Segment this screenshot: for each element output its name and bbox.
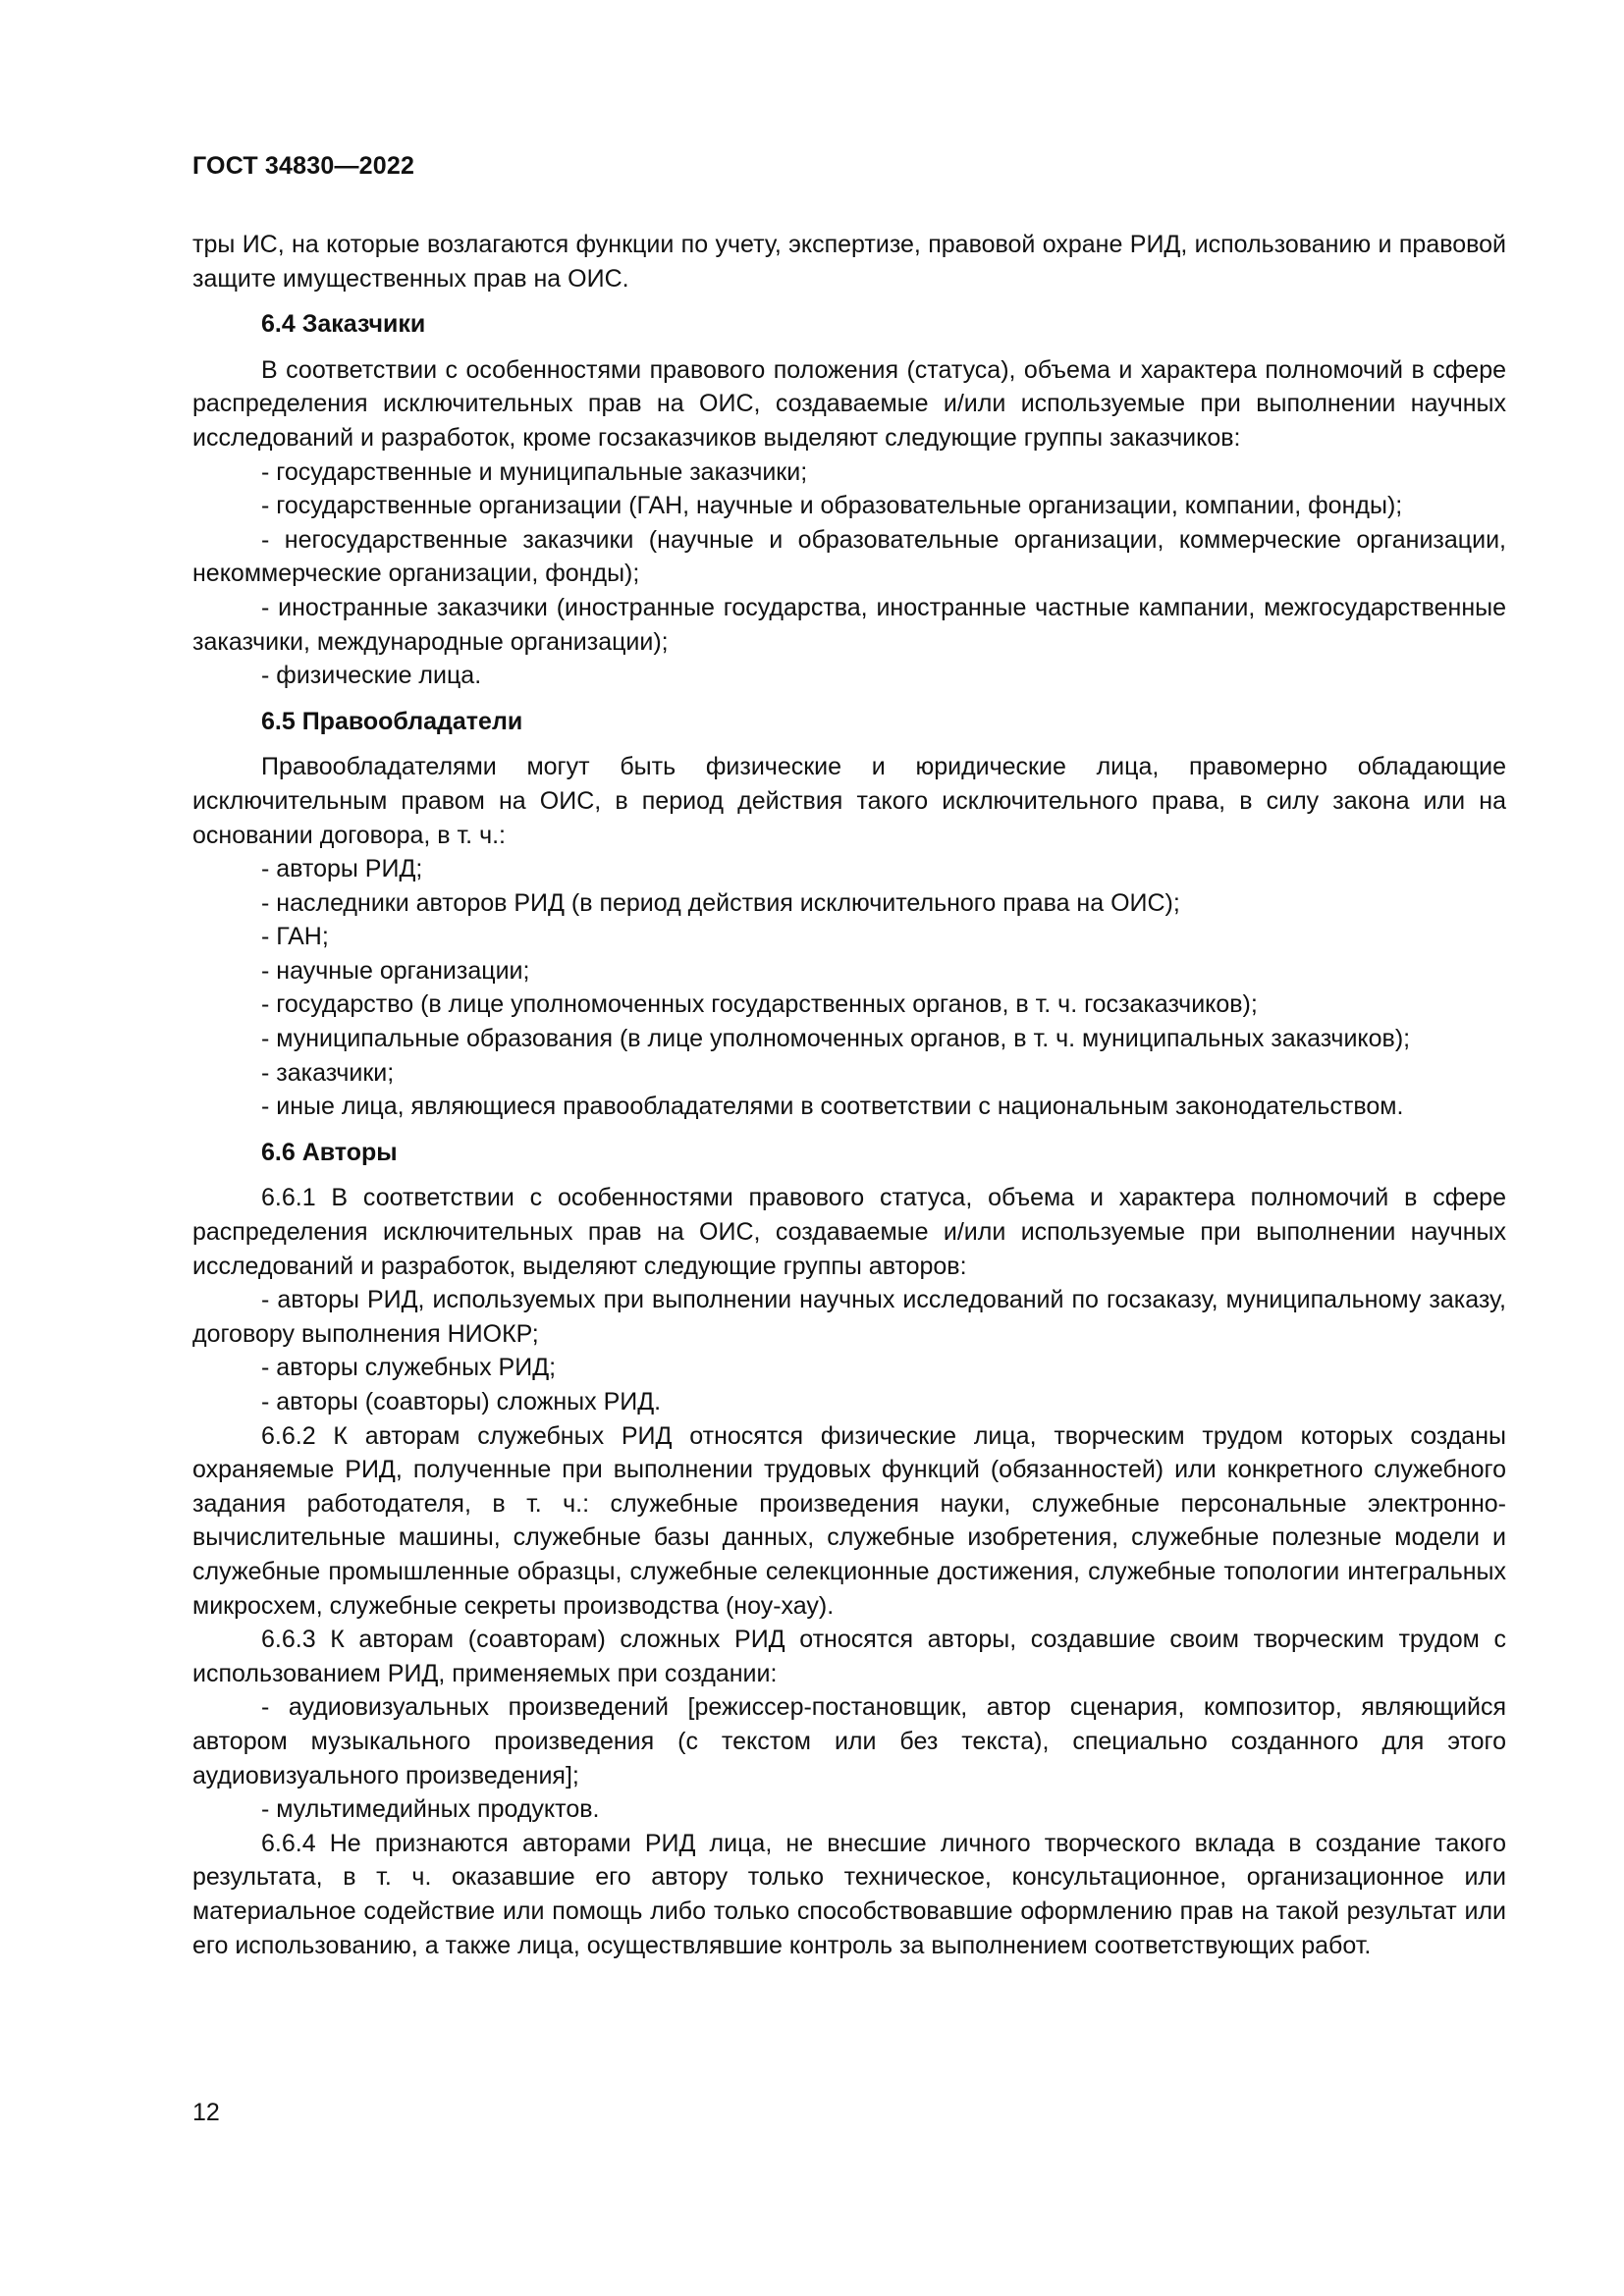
- list-item: - муниципальные образования (в лице уполномоченных органов, в т. ч. муниципальных заказчиков);: [261, 1025, 1411, 1053]
- list-item: - наследники авторов РИД (в период действия исключительного права на ОИС);: [261, 888, 1180, 917]
- list-item: - иные лица, являющиеся правообладателями в соответствии с национальным законодательством.: [261, 1093, 1404, 1121]
- list-item: - аудиовизуальных произведений [режиссер-постановщик, автор сценария, композитор, являющийся автором музыкального произведения (с текстом или без текста), специально созданного для этого аудиовизуального произведения];: [192, 1693, 1506, 1789]
- paragraph: 6.6.1 В соответствии с особенностями правового статуса, объема и характера полномочий в сфере распределения исключительных прав на ОИС, создаваемые и/или используемые при выполнении научных исследований и разработок, выделяют следующие группы авторов:: [192, 1184, 1506, 1280]
- page-number: 12: [192, 2099, 220, 2126]
- list-item: - авторы (соавторы) сложных РИД.: [261, 1388, 662, 1415]
- list-item: - авторы служебных РИД;: [261, 1354, 557, 1382]
- paragraph: В соответствии с особенностями правового положения (статуса), объема и характера полномочий в сфере распределения исключительных прав на ОИС, создаваемые и/или используемые при выполнении научных исследований и разработок, кроме госзаказчиков выделяют следующие группы заказчиков:: [192, 355, 1506, 452]
- list-item: - научные организации;: [261, 956, 530, 985]
- paragraph: 6.6.3 К авторам (соавторам) сложных РИД относятся авторы, создавшие своим творческим трудом с использованием РИД, применяемых при создании:: [192, 1626, 1506, 1687]
- list-item: - негосударственные заказчики (научные и образовательные организации, коммерческие организации, некоммерческие организации, фонды);: [192, 525, 1506, 588]
- list-item: - авторы РИД, используемых при выполнении научных исследований по госзаказу, муниципальному заказу, договору выполнения НИОКР;: [192, 1286, 1506, 1348]
- list-item: - физические лица.: [261, 662, 482, 690]
- list-item: - государственные организации (ГАН, научные и образовательные организации, компании, фонды);: [261, 492, 1403, 520]
- section-heading-6-4: 6.4 Заказчики: [261, 310, 426, 339]
- list-item: - государственные и муниципальные заказчики;: [261, 457, 808, 486]
- document-body: [192, 228, 1506, 1962]
- paragraph: 6.6.2 К авторам служебных РИД относятся физические лица, творческим трудом которых созданы охраняемые РИД, полученные при выполнении трудовых функций (обязанностей) или конкретного служебного задания работодателя, в т. ч.: служебные произведения науки, служебные персональные электронно-вычислительные машины, служебные базы данных, служебные изобретения, служебные полезные модели и служебные промышленные образцы, служебные селекционные достижения, служебные топологии интегральных микросхем, служебные секреты производства (ноу-хау).: [192, 1421, 1506, 1620]
- list-item: - мультимедийных продуктов.: [261, 1795, 600, 1824]
- paragraph: 6.6.4 Не признаются авторами РИД лица, не внесшие личного творческого вклада в создание такого результата, в т. ч. оказавшие его автору только техническое, консультационное, организационное или материальное содействие или помощь либо только способствовавшие оформлению прав на такой результат или его использованию, а также лица, осуществлявшие контроль за выполнением соответствующих работ.: [192, 1829, 1506, 1959]
- list-item: - иностранные заказчики (иностранные государства, иностранные частные кампании, межгосударственные заказчики, международные организации);: [192, 593, 1506, 656]
- section-heading-6-5: 6.5 Правообладатели: [261, 707, 523, 735]
- list-item: - государство (в лице уполномоченных государственных органов, в т. ч. госзаказчиков);: [261, 990, 1258, 1019]
- list-item: - авторы РИД;: [261, 855, 423, 883]
- list-item: - заказчики;: [261, 1058, 395, 1087]
- paragraph-continuation: тры ИС, на которые возлагаются функции по учету, экспертизе, правовой охране РИД, использованию и правовой защите имущественных прав на ОИС.: [192, 231, 1506, 293]
- paragraph: Правообладателями могут быть физические и юридические лица, правомерно обладающие исключительным правом на ОИС, в период действия такого исключительного права, в силу закона или на основании договора, в т. ч.:: [192, 753, 1506, 849]
- list-item: - ГАН;: [261, 923, 329, 951]
- document-header: ГОСТ 34830—2022: [192, 152, 415, 180]
- section-heading-6-6: 6.6 Авторы: [261, 1138, 398, 1166]
